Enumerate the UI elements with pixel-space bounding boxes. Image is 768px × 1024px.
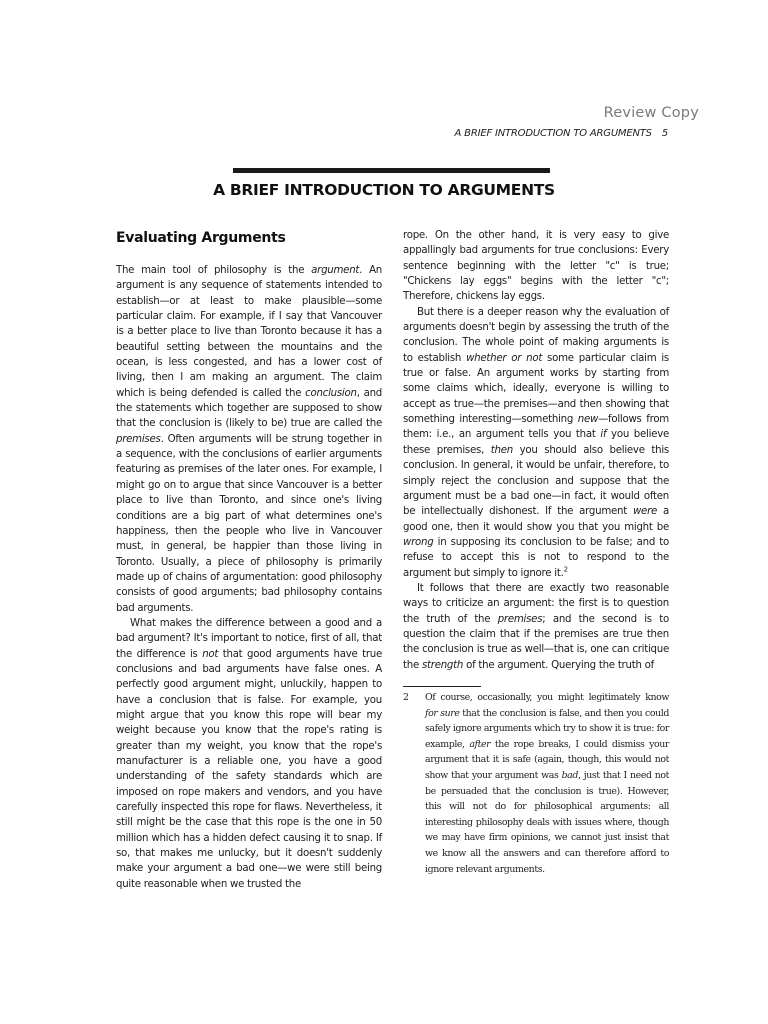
chapter-rule	[233, 168, 550, 173]
paragraph: It follows that there are exactly two reasonable ways to criticize an argument: the first is to question the truth of the premises; and the second is to question the claim that if the premises are true then the conclusion is true as well—that is, one can critique the strength of the argument. Querying the truth of	[403, 582, 669, 671]
chapter-title: A BRIEF INTRODUCTION TO ARGUMENTS	[213, 181, 555, 199]
footnote-ref[interactable]: 2	[563, 565, 568, 574]
paragraph: rope. On the other hand, it is very easy to give appallingly bad arguments for true conclusions: Every sentence beginning with the letter "c" is true; "Chickens lay eggs" begins with the letter "c"; Therefore, chickens lay eggs.	[403, 230, 669, 303]
page-number: 5	[661, 128, 668, 139]
footnote-number: 2	[403, 692, 409, 703]
footnote-text: Of course, occasionally, you might legitimately know for sure that the conclusion is false, and then you could safely ignore arguments which try to show it is true: for example, after the rope breaks, I could dismiss your argument that it is safe (again, though, this would not show that your argument was bad, just that I need not be persuaded that the conclusion is true). However, this will not do for philosophical arguments: all interesting philosophy deals with issues where, though we may have firm opinions, we cannot just insist that we know all the answers and can therefore afford to ignore relevant arguments.	[425, 692, 669, 875]
footnote-rule	[403, 686, 481, 687]
paragraph: But there is a deeper reason why the evaluation of arguments doesn't begin by assessing the truth of the conclusion. The whole point of making arguments is to establish whether or not some particular claim is true or false. An argument works by starting from some claims which, ideally, everyone is willing to accept as true—the premises—and then showing that something interesting—something new—follows from them: i.e., an argument tells you that if you believe these premises, then you should also believe this conclusion. In general, it would be unfair, therefore, to simply reject the conclusion and suppose that the argument must be a bad one—in fact, it would often be intellectually dishonest. If the argument were a good one, then it would show you that you might be wrong in supposing its conclusion to be false; and to refuse to accept this is not to respond to the argument but simply to ignore it.$^2$	[403, 306, 669, 579]
footnote	[403, 690, 669, 877]
right-column	[403, 228, 669, 673]
review-copy-watermark: Review Copy	[603, 105, 699, 121]
section-heading: Evaluating Arguments	[116, 230, 286, 246]
paragraph: What makes the difference between a good and a bad argument? It's important to notice, first of all, that the difference is not that good arguments have true conclusions and bad arguments have false ones. A perfectly good argument might, unluckily, happen to have a conclusion that is false. For example, you might argue that you know this rope will bear my weight because you know that the rope's rating is greater than my weight, you know that the rope's manufacturer is a reliable one, you have a good understanding of the safety standards which are imposed on rope makers and vendors, and you have carefully inspected this rope for flaws. Nevertheless, it still might be the case that this rope is the one in 50 million which has a hidden defect causing it to snap. If so, that makes me unlucky, but it doesn't suddenly make your argument a bad one—we were still being quite reasonable when we trusted the	[116, 617, 382, 890]
paragraph: The main tool of philosophy is the argument. An argument is any sequence of statements intended to establish—or at least to make plausible—some particular claim. For example, if I say that Vancouver is a better place to live than Toronto because it has a beautiful setting between the mountains and the ocean, is less congested, and has a lower cost of living, then I am making an argument. The claim which is being defended is called the conclusion, and the statements which together are supposed to show that the conclusion is (likely to be) true are called the premises. Often arguments will be strung together in a sequence, with the conclusions of earlier arguments featuring as premises of the later ones. For example, I might go on to argue that since Vancouver is a better place to live than Toronto, and since one's living conditions are a big part of what determines one's happiness, then the people who live in Vancouver must, in general, be happier than those living in Toronto. Usually, a piece of philosophy is primarily made up of chains of argumentation: good philosophy consists of good arguments; bad philosophy contains bad arguments.	[116, 265, 382, 614]
left-column	[116, 228, 382, 892]
running-head	[455, 128, 668, 139]
running-head-title: A BRIEF INTRODUCTION TO ARGUMENTS	[454, 128, 652, 139]
